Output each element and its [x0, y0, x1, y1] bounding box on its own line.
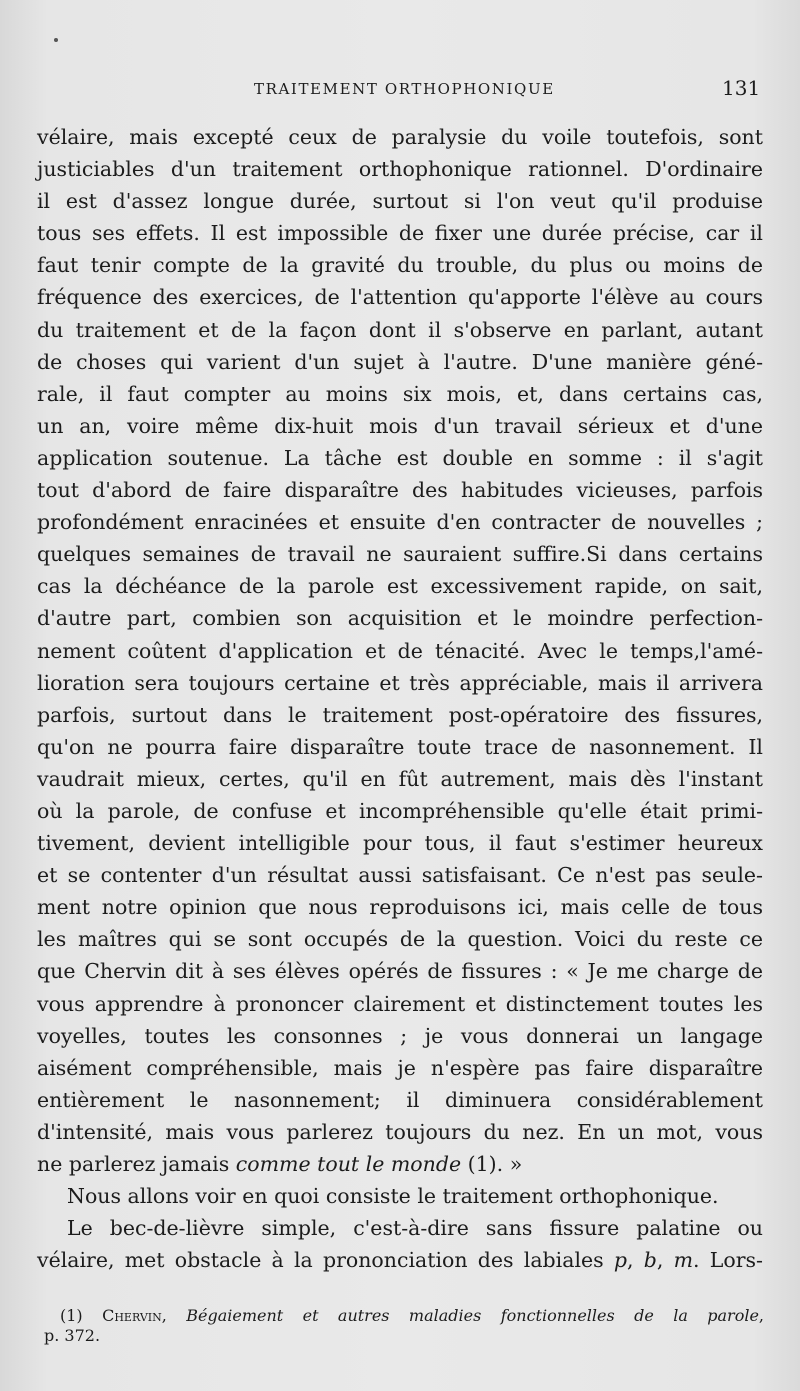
- body-text: [37, 121, 763, 1276]
- text-line: vélaire, mais excepté ceux de paralysie du voile toutefois, sont: [37, 125, 763, 149]
- quote-end-italic: comme tout le monde: [235, 1152, 462, 1176]
- text-line: d'autre part, combien son acquisition et le moindre perfection-: [37, 606, 763, 631]
- text-line: les maîtres qui se sont occupés de la question. Voici du reste ce: [37, 927, 763, 952]
- footnote-line-1: [44, 1306, 764, 1326]
- text-line: où la parole, de confuse et incompréhensible qu'elle était primi-: [37, 798, 763, 823]
- text-line: de choses qui varient d'un sujet à l'autre. D'une manière géné-: [37, 349, 763, 374]
- sep-1: ,: [627, 1248, 644, 1273]
- text-line: tivement, devient intelligible pour tous, il faut s'estimer heureux: [37, 831, 763, 856]
- text-line: aisément compréhensible, mais je n'espère pas faire disparaître: [37, 1055, 763, 1080]
- text-line-paragraph-2: Nous allons voir en quoi consiste le traitement orthophonique.: [67, 1184, 719, 1209]
- text-line: fréquence des exercices, de l'attention qu'apporte l'élève au cours: [37, 285, 763, 310]
- page-number: 131: [722, 76, 761, 100]
- text-line: nement coûtent d'application et de ténacité. Avec le temps,l'amé-: [37, 638, 763, 663]
- running-title: TRAITEMENT ORTHOPHONIQUE: [254, 80, 555, 98]
- text-line: que Chervin dit à ses élèves opérés de fissures : « Je me charge de: [37, 959, 763, 984]
- labials-tail: . Lors-: [693, 1248, 763, 1273]
- text-line: il est d'assez longue durée, surtout si l'on veut qu'il produise: [37, 189, 763, 214]
- text-line: parfois, surtout dans le traitement post-opératoire des fissures,: [37, 702, 763, 727]
- text-line: faut tenir compte de la gravité du trouble, du plus ou moins de: [37, 253, 763, 278]
- text-line: entièrement le nasonnement; il diminuera considérablement: [37, 1087, 763, 1112]
- quote-end-text: ne parlerez jamais: [37, 1152, 236, 1176]
- text-line: ment notre opinion que nous reproduisons ici, mais celle de tous: [37, 895, 763, 920]
- text-line: tout d'abord de faire disparaître des habitudes vicieuses, parfois: [37, 478, 763, 503]
- print-speck: [54, 38, 58, 42]
- text-line: cas la déchéance de la parole est excessivement rapide, on sait,: [37, 574, 763, 599]
- letter-b: b: [643, 1248, 657, 1273]
- text-line: un an, voire même dix-huit mois d'un travail sérieux et d'une: [37, 413, 763, 438]
- footnote-author: Chervin: [102, 1306, 162, 1325]
- page-header: [0, 76, 800, 106]
- text-line-paragraph-3-cont: [37, 1244, 763, 1276]
- letter-m: m: [673, 1248, 694, 1273]
- footnote-title: Bégaiement et autres maladies fonctionnelles de la parole: [186, 1306, 759, 1325]
- letter-p: p: [613, 1248, 627, 1273]
- text-line: quelques semaines de travail ne sauraient suffire.Si dans certains: [37, 542, 763, 567]
- text-line-quote-end: [37, 1148, 763, 1180]
- footnote-marker: (1): [60, 1306, 83, 1325]
- text-line: vaudrait mieux, certes, qu'il en fût autrement, mais dès l'instant: [37, 766, 763, 791]
- text-line: justiciables d'un traitement orthophonique rationnel. D'ordinaire: [37, 157, 763, 182]
- labials-text: vélaire, met obstacle à la prononciation des labiales: [37, 1248, 614, 1273]
- footnote: [44, 1306, 764, 1346]
- text-line: application soutenue. La tâche est double en somme : il s'agit: [37, 445, 763, 470]
- text-line: profondément enracinées et ensuite d'en contracter de nouvelles ;: [37, 510, 763, 535]
- text-line: et se contenter d'un résultat aussi satisfaisant. Ce n'est pas seule-: [37, 863, 763, 888]
- text-line: du traitement et de la façon dont il s'observe en parlant, autant: [37, 317, 763, 342]
- text-line: voyelles, toutes les consonnes ; je vous donnerai un langage: [37, 1023, 763, 1048]
- text-line: d'intensité, mais vous parlerez toujours du nez. En un mot, vous: [37, 1119, 763, 1144]
- footnote-page-ref: p. 372.: [44, 1326, 101, 1345]
- quote-end-tail: (1). »: [461, 1152, 523, 1176]
- text-line-paragraph-3-start: Le bec-de-lièvre simple, c'est-à-dire sans fissure palatine ou: [67, 1216, 763, 1241]
- footnote-sep: ,: [161, 1306, 187, 1325]
- text-line: vous apprendre à prononcer clairement et distinctement toutes les: [37, 991, 763, 1016]
- text-line: tous ses effets. Il est impossible de fixer une durée précise, car il: [37, 221, 763, 246]
- text-line: lioration sera toujours certaine et très appréciable, mais il arrivera: [37, 670, 763, 695]
- footnote-trail: ,: [758, 1306, 764, 1325]
- text-line: rale, il faut compter au moins six mois, et, dans certains cas,: [37, 381, 763, 406]
- sep-2: ,: [656, 1248, 674, 1273]
- text-line: qu'on ne pourra faire disparaître toute trace de nasonnement. Il: [37, 734, 763, 759]
